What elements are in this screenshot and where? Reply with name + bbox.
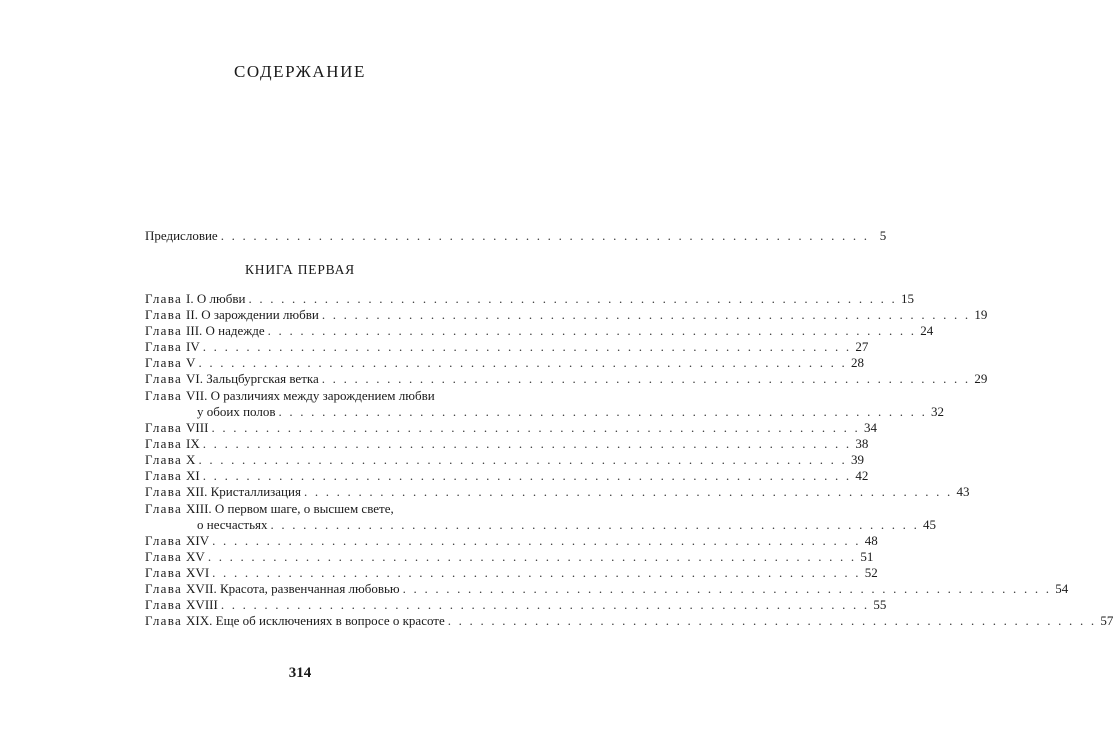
toc-entry [145, 436, 869, 452]
toc-entry [145, 565, 878, 581]
dot-leader: . . . . . . . . . . . . . . . . . . . . . . . . . . . . . . . . . . . . . . . . . . . . . . . . . . . . . . . . . . . . [278, 404, 928, 419]
dot-leader: . . . . . . . . . . . . . . . . . . . . . . . . . . . . . . . . . . . . . . . . . . . . . . . . . . . . . . . . . . . . [212, 533, 861, 548]
entry-title-continued: у обоих полов [197, 404, 276, 419]
dot-leader: . . . . . . . . . . . . . . . . . . . . . . . . . . . . . . . . . . . . . . . . . . . . . . . . . . . . . . . . . . . . [212, 565, 861, 580]
entry-page: 52 [864, 565, 878, 580]
chapter-label: Глава [145, 501, 183, 516]
toc-entry [145, 339, 869, 355]
chapter-label: Глава [145, 549, 183, 564]
toc-entry [145, 597, 887, 613]
toc-entry [145, 452, 864, 468]
entry-title: VI. Зальцбургская ветка [186, 371, 319, 386]
entry-page: 42 [855, 468, 869, 483]
toc-entry [145, 613, 1113, 629]
dot-leader: . . . . . . . . . . . . . . . . . . . . . . . . . . . . . . . . . . . . . . . . . . . . . . . . . . . . . . . . . . . . [303, 484, 953, 499]
entry-page: 45 [923, 517, 937, 532]
entry-title: XI [186, 468, 200, 483]
entry-title: II. О зарождении любви [186, 307, 319, 322]
chapter-label: Глава [145, 388, 183, 403]
toc-entry [145, 468, 869, 484]
toc-entry [145, 484, 970, 500]
toc-entry [145, 323, 934, 339]
entry-page: 55 [873, 597, 887, 612]
chapter-label: Глава [145, 565, 183, 580]
chapter-label: Глава [145, 371, 183, 386]
entry-title: XIII. О первом шаге, о высшем свете, [186, 501, 394, 516]
toc-entry-first-line [145, 501, 476, 517]
chapter-label: Глава [145, 484, 183, 499]
entry-title: I. О любви [186, 291, 246, 306]
entry-page: 15 [901, 291, 914, 306]
entry-page: 43 [956, 484, 970, 499]
dot-leader: . . . . . . . . . . . . . . . . . . . . . . . . . . . . . . . . . . . . . . . . . . . . . . . . . . . . . . . . . . . . [321, 307, 971, 322]
page-number: 314 [288, 665, 312, 681]
toc-entry [145, 291, 914, 307]
toc-entry [145, 371, 988, 387]
dot-leader: . . . . . . . . . . . . . . . . . . . . . . . . . . . . . . . . . . . . . . . . . . . . . . . . . . . . . . . . . . . . [202, 436, 852, 451]
dot-leader: . . . . . . . . . . . . . . . . . . . . . . . . . . . . . . . . . . . . . . . . . . . . . . . . . . . . . . . . . . . . [220, 597, 870, 612]
dot-leader: . . . . . . . . . . . . . . . . . . . . . . . . . . . . . . . . . . . . . . . . . . . . . . . . . . . . . . . . . . . . [211, 420, 860, 435]
entry-title: Предисловие [145, 228, 218, 243]
entry-title: VII. О различиях между зарождением любви [186, 388, 435, 403]
toc-entry [145, 517, 937, 533]
dot-leader: . . . . . . . . . . . . . . . . . . . . . . . . . . . . . . . . . . . . . . . . . . . . . . . . . . . . . . . . . . . . [202, 468, 852, 483]
dot-leader: . . . . . . . . . . . . . . . . . . . . . . . . . . . . . . . . . . . . . . . . . . . . . . . . . . . . . . . . . . . . [207, 549, 857, 564]
entry-page: 29 [974, 371, 988, 386]
entry-page: 32 [931, 404, 945, 419]
entry-title: IX [186, 436, 200, 451]
entry-title-continued: о несчастьях [197, 517, 268, 532]
entry-title: V [186, 355, 196, 370]
chapter-label: Глава [145, 291, 183, 306]
entry-page: 54 [1055, 581, 1069, 596]
dot-leader: . . . . . . . . . . . . . . . . . . . . . . . . . . . . . . . . . . . . . . . . . . . . . . . . . . . . . . . . . . . . [321, 371, 971, 386]
toc-entry [145, 549, 874, 565]
contents-heading: СОДЕРЖАНИЕ [233, 62, 367, 81]
dot-leader: . . . . . . . . . . . . . . . . . . . . . . . . . . . . . . . . . . . . . . . . . . . . . . . . . . . . . . . . . . . . [198, 355, 847, 370]
chapter-label: Глава [145, 436, 183, 451]
entry-title: XV [186, 549, 205, 564]
book-title: КНИГА ПЕРВАЯ [245, 262, 355, 277]
chapter-label: Глава [145, 581, 183, 596]
toc-entry [145, 581, 1069, 597]
entry-page: 48 [864, 533, 878, 548]
chapter-label: Глава [145, 355, 183, 370]
chapter-label: Глава [145, 613, 183, 628]
dot-leader: . . . . . . . . . . . . . . . . . . . . . . . . . . . . . . . . . . . . . . . . . . . . . . . . . . . . . . . . . . . . [248, 291, 897, 306]
chapter-label: Глава [145, 323, 183, 338]
chapter-label: Глава [145, 468, 183, 483]
entry-page: 5 [879, 228, 887, 243]
chapter-label: Глава [145, 452, 183, 467]
chapter-label: Глава [145, 597, 183, 612]
toc-entry [145, 307, 988, 323]
entry-page: 38 [855, 436, 869, 451]
entry-title: III. О надежде [186, 323, 265, 338]
entry-title: X [186, 452, 196, 467]
entry-title: XVII. Красота, развенчанная любовью [186, 581, 400, 596]
entry-title: IV [186, 339, 200, 354]
entry-page: 28 [851, 355, 864, 370]
entry-title: VIII [186, 420, 209, 435]
toc-entry [145, 404, 945, 420]
entry-title: XIX. Еще об исключениях в вопросе о красоте [186, 613, 445, 628]
chapter-label: Глава [145, 420, 183, 435]
entry-page: 27 [855, 339, 869, 354]
toc-entry [145, 533, 878, 549]
entry-title: XVIII [186, 597, 218, 612]
chapter-label: Глава [145, 339, 183, 354]
entry-page: 19 [974, 307, 988, 322]
dot-leader: . . . . . . . . . . . . . . . . . . . . . . . . . . . . . . . . . . . . . . . . . . . . . . . . . . . . . . . . . . . . [267, 323, 917, 338]
dot-leader: . . . . . . . . . . . . . . . . . . . . . . . . . . . . . . . . . . . . . . . . . . . . . . . . . . . . . . . . . . . . [270, 517, 920, 532]
toc-entry [145, 355, 864, 371]
dot-leader: . . . . . . . . . . . . . . . . . . . . . . . . . . . . . . . . . . . . . . . . . . . . . . . . . . . . . . . . . . . . [402, 581, 1052, 596]
chapter-label: Глава [145, 533, 183, 548]
entry-page: 34 [864, 420, 877, 435]
entry-page: 57 [1100, 613, 1113, 628]
toc-entry-first-line [145, 388, 476, 404]
entry-title: XII. Кристаллизация [186, 484, 301, 499]
dot-leader: . . . . . . . . . . . . . . . . . . . . . . . . . . . . . . . . . . . . . . . . . . . . . . . . . . . . . . . . . . . . [198, 452, 847, 467]
dot-leader: . . . . . . . . . . . . . . . . . . . . . . . . . . . . . . . . . . . . . . . . . . . . . . . . . . . . . . . . . . . . [202, 339, 852, 354]
entry-title: XVI [186, 565, 210, 580]
chapter-label: Глава [145, 307, 183, 322]
entry-page: 39 [851, 452, 864, 467]
dot-leader: . . . . . . . . . . . . . . . . . . . . . . . . . . . . . . . . . . . . . . . . . . . . . . . . . . . . . . . . . . . . [447, 613, 1097, 628]
entry-page: 24 [920, 323, 934, 338]
toc-entry [145, 420, 877, 436]
entry-title: XIV [186, 533, 210, 548]
dot-leader: . . . . . . . . . . . . . . . . . . . . . . . . . . . . . . . . . . . . . . . . . . . . . . . . . . . . . . . . . . . . [220, 228, 870, 243]
entry-page: 51 [860, 549, 874, 564]
toc-entry-preface [145, 228, 887, 244]
